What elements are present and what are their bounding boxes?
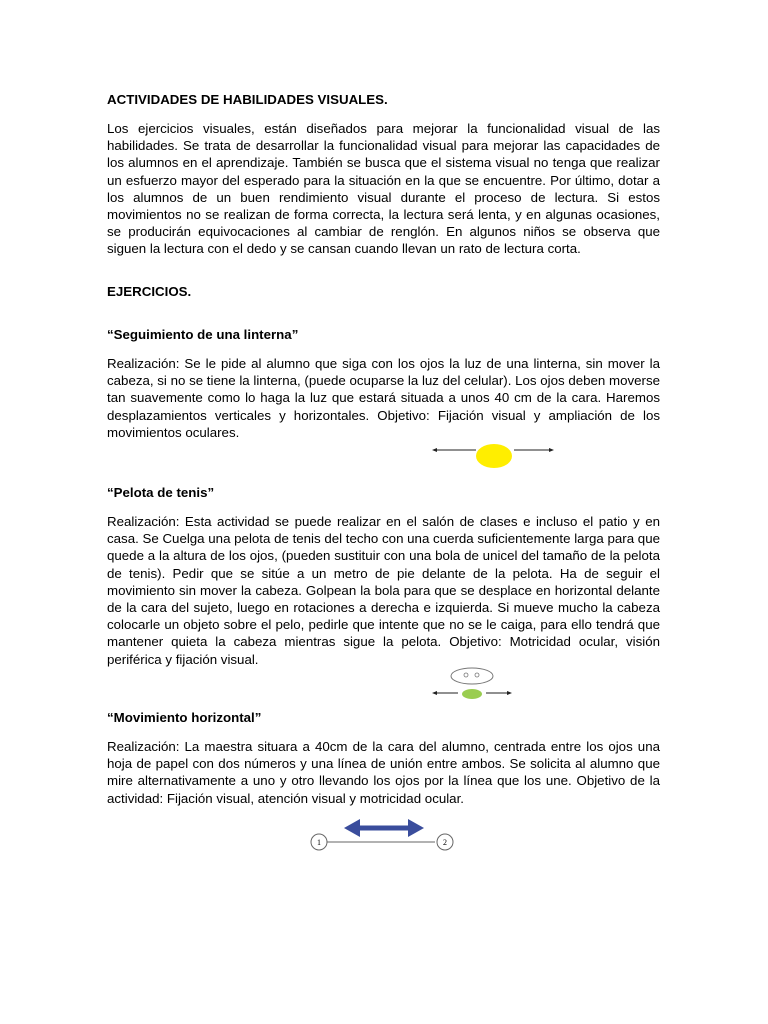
exercise-1-text: Realización: Se le pide al alumno que siga con los ojos la luz de una linterna, sin mover la cabeza, si no se tiene la linterna, (puede ocuparse la luz del celular). Los ojos deben moverse tan suavemente como lo haga la luz que estará situada a unos 40 cm de la cara. Haremos desplazamientos verticales y horizontales. Objetivo: Fijación visual y ampliación de los movimientos oculares.: [107, 356, 660, 440]
document-title: ACTIVIDADES DE HABILIDADES VISUALES.: [107, 92, 388, 107]
exercise-3-text: Realización: La maestra situara a 40cm de la cara del alumno, centrada entre los ojos una hoja de papel con dos números y una línea de unión entre ambos. Se solicita al alumno que mire alternativamente a uno y otro llevando los ojos por la línea que los une. Objetivo de la actividad: Fijación visual, atención visual y motricidad ocular.: [107, 739, 660, 806]
right-arrowhead-icon: [549, 448, 554, 452]
flashlight-light-icon: [476, 444, 512, 468]
horizontal-movement-figure: [300, 814, 462, 862]
double-arrow-left-head-icon: [344, 819, 360, 837]
exercise-1-title: “Seguimiento de una linterna”: [107, 327, 299, 342]
right-eye-icon: [475, 673, 479, 677]
exercises-heading: EJERCICIOS.: [107, 284, 192, 299]
exercise-3-title: “Movimiento horizontal”: [107, 710, 262, 725]
exercise-2-title: “Pelota de tenis”: [107, 485, 215, 500]
tennis-ball-icon: [462, 689, 482, 699]
intro-paragraph: Los ejercicios visuales, están diseñados para mejorar la funcionalidad visual de las habilidades. Se trata de desarrollar la funcionalidad visual para mejorar las capacidades de los alumnos en el aprendizaje. También se busca que el sistema visual no tenga que realizar un esfuerzo mayor del esperado para la situación en la que se encuentre. Por último, dotar a los alumnos de un buen rendimiento visual durante el proceso de lectura. Si estos movimientos no se realizan de forma correcta, la lectura será lenta, y en algunas ocasiones, se producirán equivocaciones al cambiar de renglón. En algunos niños se observa que siguen la lectura con el dedo y se cansan cuando llevan un rato de lectura corta.: [107, 121, 660, 257]
left-arrowhead-icon: [432, 448, 437, 452]
number-label-1: 1: [317, 838, 321, 847]
tennis-ball-figure: [420, 664, 524, 704]
face-outline-icon: [451, 668, 493, 684]
flashlight-figure: [428, 438, 568, 472]
number-label-2: 2: [443, 838, 447, 847]
exercise-2-text: Realización: Esta actividad se puede realizar en el salón de clases e incluso el patio y en casa. Se Cuelga una pelota de tenis del techo con una cuerda suficientemente larga para que quede a la altura de los ojos, (pueden sustituir con una bola de unicel del tamaño de la pelota de tenis). Pedir que se sitúe a un metro de pie delante de la pelota. Ha de seguir el movimiento sin mover la cabeza. Golpean la bola para que se desplace en horizontal delante de la cara del sujeto, luego en rotaciones a derecha e izquierda. Si mueve mucho la cabeza colocarle un objeto sobre el pelo, pedirle que intente que no se le caiga, para ello tendrá que mantener quieta la cabeza mientras sigue la pelota. Objetivo: Motricidad ocular, visión periférica y fijación visual.: [107, 514, 660, 667]
ball-left-arrowhead-icon: [432, 691, 437, 695]
ball-right-arrowhead-icon: [507, 691, 512, 695]
left-eye-icon: [464, 673, 468, 677]
double-arrow-right-head-icon: [408, 819, 424, 837]
